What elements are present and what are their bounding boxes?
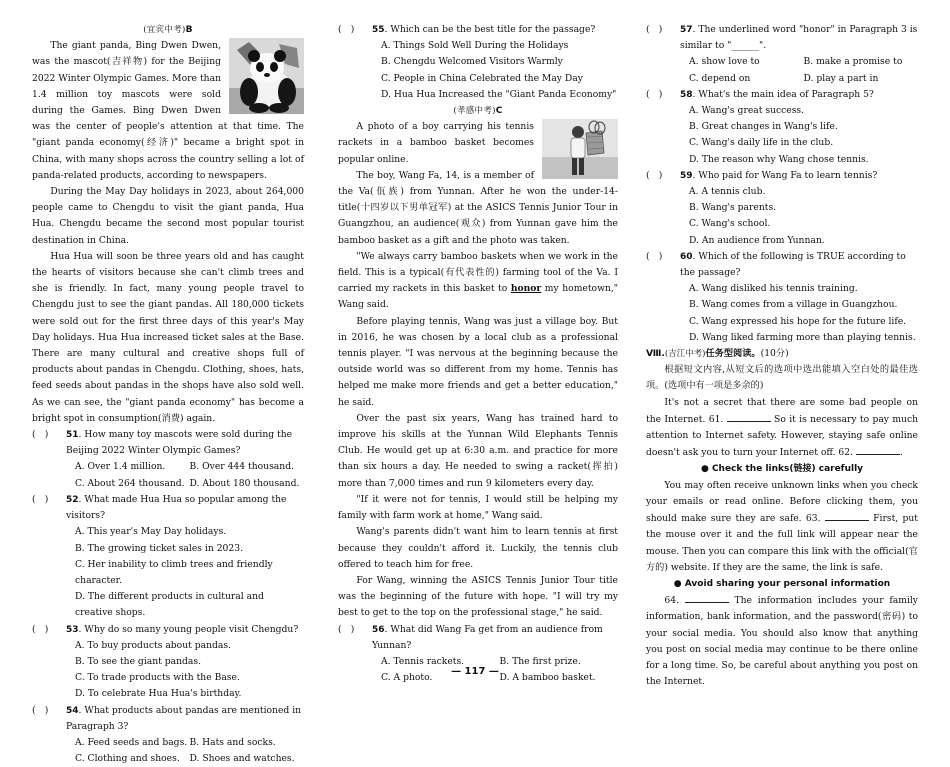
blank-63[interactable] (825, 510, 869, 521)
blank-62-number: 62. (838, 447, 854, 459)
passage-b-paragraph-2: During the May Day holidays in 2023, about 264,000 people came to Chengdu to visit the giant panda, Hua Hua. Chengdu became the second most popular tourist destination in China. (32, 186, 304, 246)
column-left (32, 22, 304, 767)
passage-c-paragraph-1: A photo of a boy carrying his tennis rackets in a bamboo basket becomes popular online. (338, 121, 534, 165)
option-d: D. An audience from Yunnan. (689, 234, 825, 246)
tennis-boy-photo (542, 119, 618, 179)
source-label: (孝感中考) (453, 106, 496, 117)
option-b: B. Wang comes from a village in Guangzhou. (689, 299, 898, 311)
passage-c-paragraph-3: "We always carry bamboo baskets when we work in the field. This is a typical(有代表性的) farming tool of the Va. I carried my rackets in this basket to honor my hometown," Wang said. (338, 250, 618, 311)
option-b: B. The growing ticket sales in 2023. (75, 542, 243, 554)
question-51: ( ) 51. How many toy mascots were sold during the Beijing 2022 Winter Olympic Games? (32, 429, 293, 457)
task-paragraph-1: It's not a secret that there are some bad people on the Internet. 61. So it is necessary to pay much attention to Internet safety. However, staying safe online doesn't ask you to turn your Internet off. 62. . (646, 396, 919, 459)
question-55: ( ) 55. Which can be the best title for the passage? (338, 24, 596, 35)
option-a: A. Tennis rackets. (381, 655, 465, 667)
option-b: B. Wang's parents. (689, 202, 777, 214)
option-c: C. depend on (689, 72, 751, 84)
section-8-heading: Ⅷ.(吉江中考)任务型阅读。(10分) (646, 348, 789, 360)
option-c: C. Wang expressed his hope for the future life. (689, 315, 907, 327)
option-a: A. To buy products about pandas. (75, 639, 232, 651)
passage-c-paragraph-4: Before playing tennis, Wang was just a village boy. But in 2016, he was chosen by a local club as a professional tennis player. "I was nervous at the beginning because the outside world was so different from my home. Tennis has helped me make more friends and get a better education," he said. (338, 315, 618, 408)
passage-c-header (338, 103, 618, 119)
question-60: ( ) 60. Which of the following is TRUE according to the passage? (646, 250, 906, 279)
blank-61-number: 61. (708, 413, 724, 425)
option-d: D. A bamboo basket. (499, 672, 596, 684)
option-b: B. Hats and socks. (189, 736, 276, 748)
option-b: B. Great changes in Wang's life. (689, 121, 838, 133)
question-58: ( ) 58. What's the main idea of Paragraph 5? (646, 88, 874, 100)
option-d: D. play a part in (803, 72, 879, 84)
blank-63-number: 63. (805, 513, 821, 525)
option-a: A. This year's May Day holidays. (75, 526, 227, 538)
column-right (646, 22, 918, 690)
option-b: B. make a promise to (803, 56, 903, 68)
option-c: C. Wang's daily life in the club. (689, 137, 834, 149)
underlined-word: honor (510, 283, 542, 295)
option-a: A. Things Sold Well During the Holidays (381, 40, 569, 52)
option-a: A. Wang's great success. (689, 105, 805, 117)
question-56: ( ) 56. What did Wang Fa get from an audience from Yunnan? (338, 623, 603, 651)
passage-c-paragraph-5: Over the past six years, Wang has trained hard to improve his skills at the Yunnan Wild Elephants Tennis Club. He would get up at 6:30 a.m. and practice for more than six hours a day. He needed to swing a racket(挥拍) more than 7,000 times and run 9 kilometers every day. (338, 412, 618, 489)
passage-letter: B (185, 25, 193, 35)
option-c: C. Clothing and shoes. (75, 753, 180, 765)
task-paragraph-2: You may often receive unknown links when you check your emails or read online. Before clicking them, you should make sure they are safe. 63. First, put the mouse over it and the full link will appear near the mouse. Then you can compare this link with the official(官方的) website. If they are the same, the link is safe. (646, 479, 918, 573)
passage-c-paragraph-7: Wang's parents didn't want him to learn tennis at first because they couldn't afford it. Luckily, the tennis club offered to teach him for free. (338, 526, 618, 570)
option-a: A. Feed seeds and bags. (75, 736, 188, 748)
option-b: B. Over 444 thousand. (189, 461, 294, 473)
option-a: A. Over 1.4 million. (75, 461, 166, 473)
source-label: (宜宾中考) (143, 25, 186, 35)
column-middle (338, 22, 618, 686)
question-54: ( ) 54. What products about pandas are mentioned in Paragraph 3? (32, 704, 302, 732)
blank-61[interactable] (727, 411, 771, 422)
subheading-check-links: ● Check the links(链接) carefully (700, 464, 864, 475)
option-c: C. About 264 thousand. (75, 477, 185, 489)
subheading-avoid-sharing: ● Avoid sharing your personal information (673, 578, 891, 589)
question-57: ( ) 57. The underlined word "honor" in Paragraph 3 is similar to "______". (646, 24, 918, 52)
option-d: D. Wang liked farming more than playing tennis. (689, 331, 916, 343)
option-d: D. About 180 thousand. (189, 477, 300, 489)
option-c: C. To trade products with the Base. (75, 672, 240, 684)
option-c: C. Her inability to climb trees and friendly character. (75, 558, 273, 586)
option-a: A. show love to (689, 56, 760, 68)
passage-b-paragraph-3: Hua Hua will soon be three years old and has caught the hearts of visitors because she can't climb trees and she is friendly. In fact, many young people travel to Chengdu just to see the giant pandas. All 180,000 tickets were sold out for the first three days of this year's May Day holidays. Hua Hua increased ticket sales at the Base. There are many cultural and creative shops full of products about pandas in Chengdu. Clothing, shoes, hats, feed seeds about pandas in the shops have also sold well. As we can see, the "giant panda economy" has become a bright spot in consumption(消费) again. (32, 250, 304, 424)
page-number: — 117 — (451, 666, 499, 677)
question-52: ( ) 52. What made Hua Hua so popular among the visitors? (32, 493, 287, 522)
option-c: C. People in China Celebrated the May Day (381, 72, 583, 84)
question-53: ( ) 53. Why do so many young people visit Chengdu? (32, 623, 299, 635)
option-a: A. A tennis club. (689, 186, 766, 198)
option-d: D. Hua Hua Increased the "Giant Panda Economy" (381, 88, 617, 100)
passage-b-paragraph-1: The giant panda, Bing Dwen Dwen, was the mascot(吉祥物) for the Beijing 2022 Winter Olympic Games. More than 1.4 million toy mascots were sold during the Games. Bing Dwen Dwen was the center of people's attention at that time. The "giant panda economy(经济)" became a bright spot in China, with many shops across the country selling a lot of panda-related products, according to newspapers. (32, 40, 304, 181)
option-d: D. To celebrate Hua Hua's birthday. (75, 688, 242, 700)
blank-64[interactable] (685, 592, 729, 603)
passage-letter: C (495, 106, 503, 117)
option-d: D. Shoes and watches. (189, 753, 295, 765)
option-c: C. Wang's school. (689, 218, 771, 230)
option-c: C. A photo. (381, 672, 433, 684)
passage-c-paragraph-2: The boy, Wang Fa, 14, is a member of the Va(佤族) from Yunnan. After he won the under-14-title(十四岁以下男单冠军) at the ASICS Tennis Junior Tour in Guangzhou, an audience(观众) from Yunnan gave him the bamboo basket as a gift and the photo was taken. (338, 169, 618, 246)
option-b: B. The first prize. (499, 655, 581, 667)
passage-b-header (32, 22, 304, 38)
option-d: D. The reason why Wang chose tennis. (689, 153, 869, 165)
task-paragraph-3: 64. The information includes your family information, bank information, and the password(密码) to your social media. You should also know that anything you post on social media may continue to be there online for a long time. So, be careful about anything you post on the Internet. (646, 592, 918, 690)
panda-photo (229, 38, 304, 114)
question-59: ( ) 59. Who paid for Wang Fa to learn tennis? (646, 169, 878, 181)
option-a: A. Wang disliked his tennis training. (689, 283, 858, 295)
blank-62[interactable] (856, 444, 900, 455)
passage-c-paragraph-6: "If it were not for tennis, I would still be helping my family with farm work at home," Wang said. (338, 493, 618, 522)
section-instruction: 根据短文内容,从短文后的选项中选出能填入空白处的最佳选项。(选项中有一项是多余的) (646, 364, 918, 392)
passage-c-paragraph-8: For Wang, winning the ASICS Tennis Junior Tour title was the beginning of the future with hope. "I will try my best to get to the top on the professional stage," he said. (338, 574, 618, 619)
option-b: B. Chengdu Welcomed Visitors Warmly (381, 56, 563, 68)
option-b: B. To see the giant pandas. (75, 655, 202, 667)
blank-64-number: 64. (664, 595, 680, 607)
option-d: D. The different products in cultural and creative shops. (75, 591, 264, 619)
